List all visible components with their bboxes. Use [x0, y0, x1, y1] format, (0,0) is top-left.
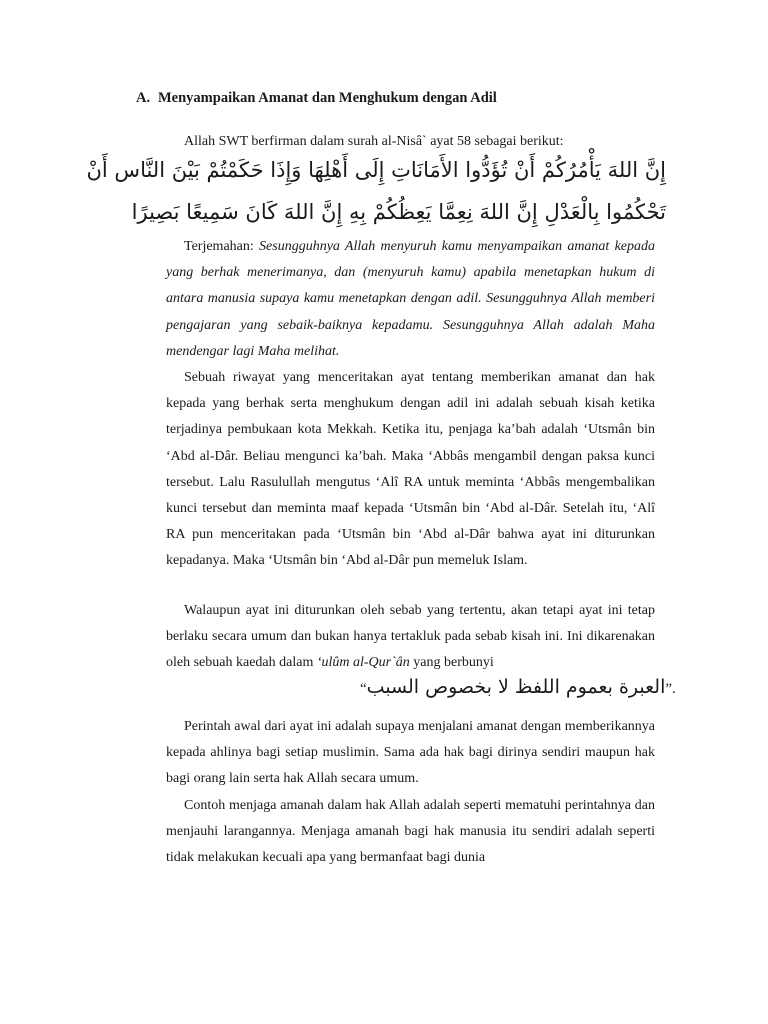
paragraph-command: Perintah awal dari ayat ini adalah supaya menjalani amanat dengan memberikannya kepada ahlinya bagi setiap muslimin. Sama ada hak bagi dirinya sendiri maupun hak bagi orang lain serta hak Allah secara umum.: [166, 719, 655, 787]
section-heading: [136, 90, 497, 107]
section-title: Menyampaikan Amanat dan Menghukum dengan Adil: [158, 90, 497, 106]
arabic-maxim: [360, 676, 676, 698]
translation-label: Terjemahan:: [184, 239, 254, 254]
section-number: A.: [136, 90, 151, 106]
quote-close: ”.: [665, 681, 676, 697]
paragraph-history: Sebuah riwayat yang menceritakan ayat tentang memberikan amanat dan hak kepada yang berhak serta menghukum dengan adil ini adalah sebuah kisah ketika terjadinya pembukaan kota Mekkah. Ketika itu, penjaga ka’bah adalah ‘Utsmân bin ‘Abd al-Dâr. Beliau mengunci ka’bah. Maka ‘Abbâs mengambil dengan paksa kunci tersebut. Lalu Rasulullah mengutus ‘Alî RA untuk meminta ‘Abbâs mengembalikan kunci tersebut dan meminta maaf kepada ‘Utsmân bin ‘Abd al-Dâr. Setelah itu, ‘Alî RA pun menceritakan pada ‘Utsmân bin ‘Abd al-Dâr bahwa ayat ini diturunkan kepadanya. Maka ‘Utsmân bin ‘Abd al-Dâr pun memeluk Islam.: [166, 370, 655, 569]
intro-text: Allah SWT berfirman dalam surah al-Nisâ` ayat 58 sebagai berikut:: [184, 134, 564, 149]
paragraph-rule-after: yang berbunyi: [409, 655, 494, 671]
maxim-arabic-text: العبرة بعموم اللفظ لا بخصوص السبب: [366, 676, 666, 698]
verse-line-2: تَحْكُمُوا بِالْعَدْلِ إِنَّ اللهَ نِعِمَّا يَعِظُكُمْ بِهِ إِنَّ اللهَ كَانَ سَمِيعًا بَصِيرًا: [131, 200, 666, 224]
translation-paragraph: [166, 234, 655, 365]
paragraph-example: Contoh menjaga amanah dalam hak Allah adalah seperti mematuhi perintahnya dan menjauhi larangannya. Menjaga amanah bagi hak manusia itu sendiri adalah seperti tidak melakukan kecuali apa yang bermanfaat bagi dunia: [166, 798, 655, 866]
verse-line-1: إِنَّ اللهَ يَأْمُرُكُمْ أَنْ تُؤَدُّوا الأَمَانَاتِ إِلَى أَهْلِهَا وَإِذَا حَكَمْتُمْ بَيْنَ النَّاس أَنْ: [86, 158, 666, 182]
quote-open: “: [360, 681, 367, 697]
paragraph-rule-term: ‘ulûm al-Qur`ân: [316, 655, 410, 671]
paragraph-rule-before: Walaupun ayat ini diturunkan oleh sebab yang tertentu, akan tetapi ayat ini tetap berlaku secara umum dan bukan hanya tertakluk pada sebab kisah ini. Ini dikarenakan oleh sebuah kaedah dalam: [166, 603, 655, 671]
translation-text: Sesungguhnya Allah menyuruh kamu menyampaikan amanat kepada yang berhak menerimanya, dan (menyuruh kamu) apabila menetapkan hukum di antara manusia supaya kamu menetapkan dengan adil. Sesungguhnya Allah memberi pengajaran yang sebaik-baiknya kepadamu. Sesungguhnya Allah adalah Maha mendengar lagi Maha melihat.: [166, 239, 656, 359]
paragraph-rule: [166, 598, 655, 677]
